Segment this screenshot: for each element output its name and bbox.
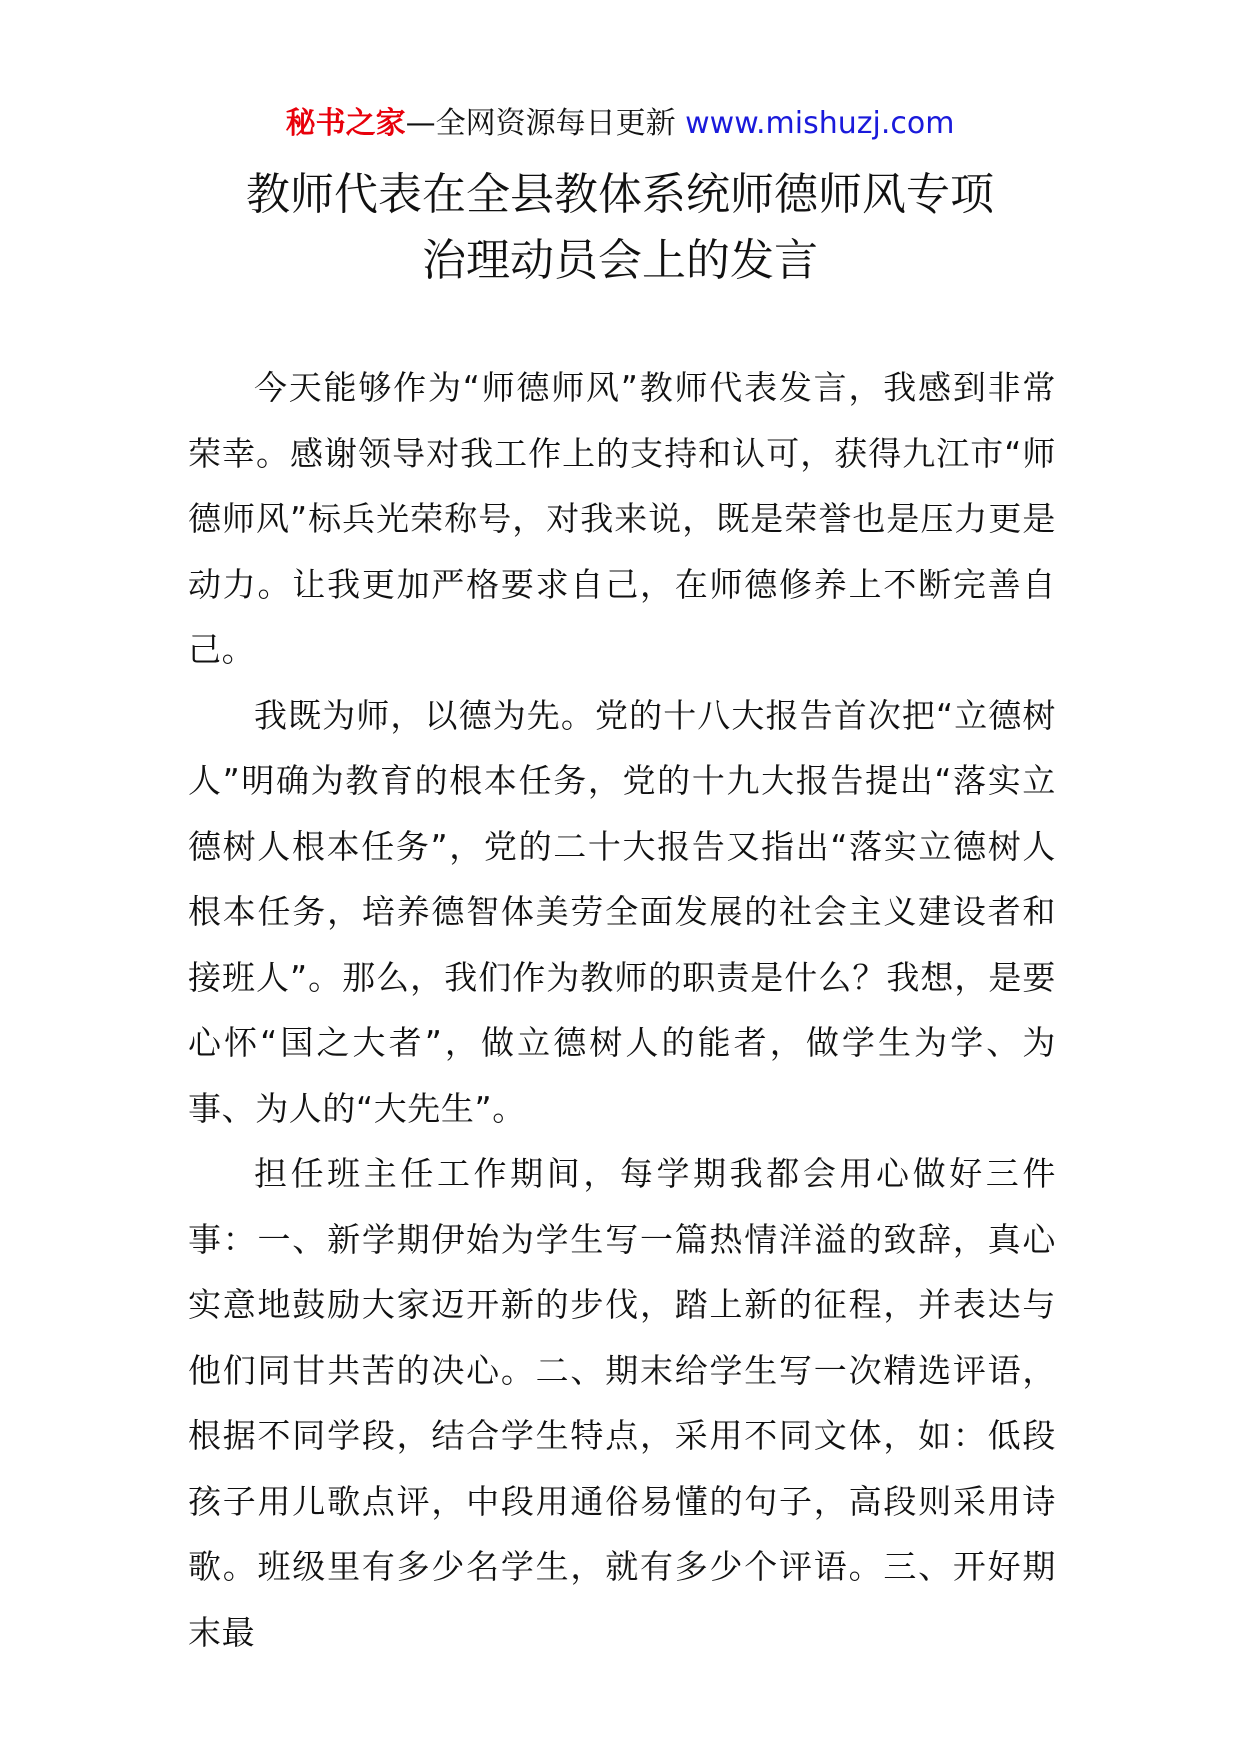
document-title [0,162,1240,294]
site-header [0,100,1240,148]
paragraph-2: 我既为师，以德为先。党的十八大报告首次把“立德树人”明确为教育的根本任务，党的十九大报告提出“落实立德树人根本任务”，党的二十大报告又指出“落实立德树人根本任务，培养德智体美劳全面发展的社会主义建设者和接班人”。那么，我们作为教师的职责是什么？我想，是要心怀“国之大者”，做立德树人的能者，做学生为学、为事、为人的“大先生”。 [188,695,1056,1128]
document-body [188,355,1056,1665]
brand-name: 秘书之家 [285,106,406,141]
title-line-1: 教师代表在全县教体系统师德师风专项 [246,169,994,220]
paragraph-3: 担任班主任工作期间，每学期我都会用心做好三件事：一、新学期伊始为学生写一篇热情洋溢的致辞，真心实意地鼓励大家迈开新的步伐，踏上新的征程，并表达与他们同甘共苦的决心。二、期末给学生写一次精选评语，根据不同学段，结合学生特点，采用不同文体，如：低段孩子用儿歌点评，中段用通俗易懂的句子，高段则采用诗歌。班级里有多少名学生，就有多少个评语。三、开好期末最 [188,1154,1056,1652]
paragraph-1: 今天能够作为“师德师风”教师代表发言，我感到非常荣幸。感谢领导对我工作上的支持和认可，获得九江市“师德师风”标兵光荣称号，对我来说，既是荣誉也是压力更是动力。让我更加严格要求自己，在师德修养上不断完善自己。 [188,368,1056,669]
site-url-link[interactable]: www.mishuzj.com [685,106,955,141]
header-tagline: —全网资源每日更新 [405,106,676,141]
title-line-2: 治理动员会上的发言 [422,235,818,286]
